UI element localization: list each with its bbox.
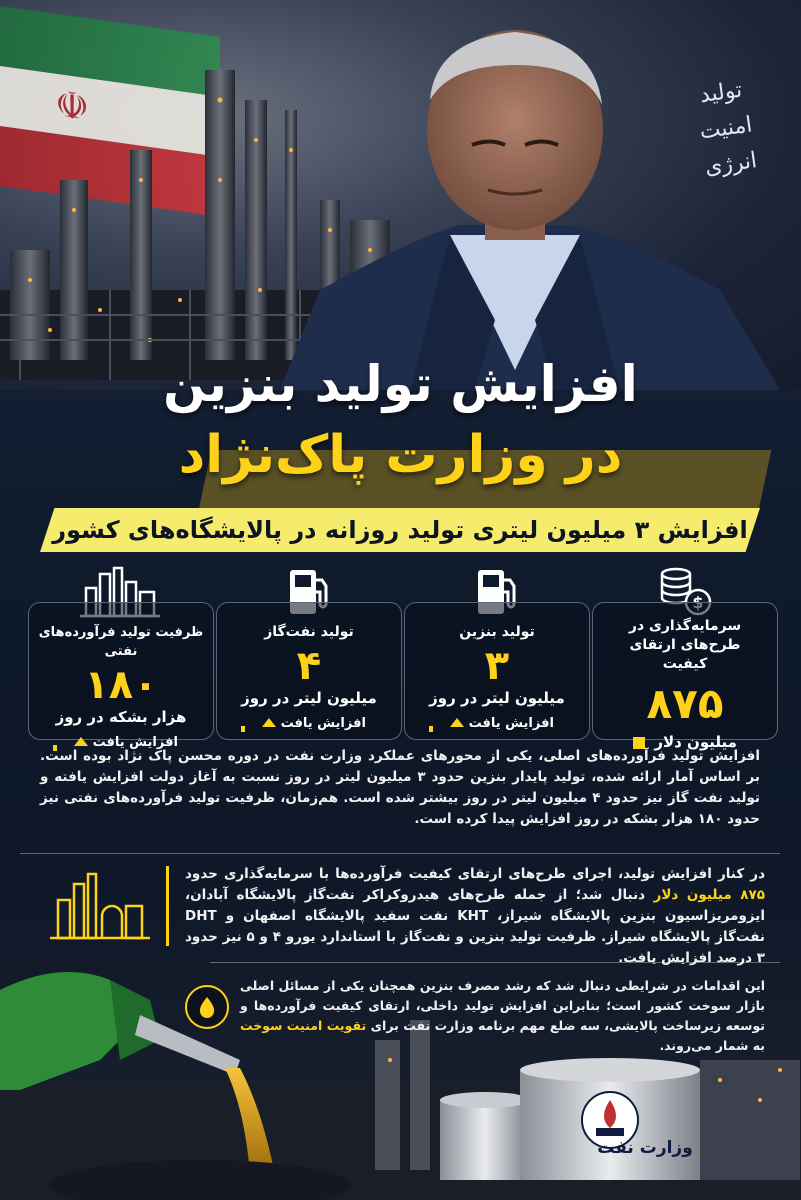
slogan-line: انرژی	[703, 148, 759, 181]
slogan-line: امنیت	[698, 112, 754, 145]
hero-image	[0, 0, 801, 390]
increase-text: افزایش یافت	[92, 735, 178, 750]
card-value: ۱۸۰	[84, 662, 158, 708]
card-label: تولید نفت‌گاز	[264, 624, 354, 640]
paragraph-quality	[185, 864, 765, 969]
card-unit: میلیون لیتر در روز	[429, 689, 565, 707]
stat-card-diesel	[216, 602, 402, 740]
paragraph-production: افزایش تولید فرآورده‌های اصلی، یکی از محورهای عملکرد وزارت نفت در دوره محسن پاک نژاد بوده است. بر اساس آمار ارائه شده، تولید پایدار بنزین حدود ۳ میلیون لیتر در روز نسبت به آغاز دولت افزایش یافته و تولید نفت گاز نیز حدود ۴ میلیون لیتر در روز بیشتر شده است. هم‌زمان، ظرفیت تولید فرآورده‌های نفتی نیز حدود ۱۸۰ هزار بشکه در روز افزایش پیدا کرده است.	[40, 748, 760, 827]
card-label: سرمایه‌گذاری در طرح‌های ارتقای کیفیت	[628, 618, 742, 672]
paragraph-text: این اقدامات در شرایطی دنبال شد که رشد مصرف بنزین همچنان یکی از مسائل اصلی بازار سوخت کشور است؛ بنابراین افزایش تولید داخلی، ارتقای کیفیت فرآورده‌ها و توسعه زیرساخت پالایشی، سه ضلع مهم برنامه وزارت نفت برای	[240, 978, 766, 1033]
up-arrow-icon	[252, 716, 276, 731]
accent-line	[166, 866, 169, 946]
paragraph-fuel-security	[240, 976, 765, 1056]
card-unit: میلیون لیتر در روز	[241, 689, 377, 707]
card-value: ۳	[484, 643, 510, 689]
card-label: ظرفیت تولید فرآورده‌های نفتی	[38, 625, 204, 659]
slogan	[674, 69, 778, 188]
stat-card-capacity	[28, 602, 214, 750]
divider	[20, 853, 780, 854]
paragraph-text: در کنار افزایش تولید، اجرای طرح‌های ارتقای کیفیت فرآورده‌ها با سرمایه‌گذاری حدود	[185, 866, 765, 882]
subtitle: افزایش ۳ میلیون لیتری تولید روزانه در پالایشگاه‌های کشور	[52, 516, 748, 544]
card-value: ۴	[296, 643, 322, 689]
increase-text: افزایش یافت	[280, 716, 366, 731]
stat-card-gasoline	[404, 602, 590, 740]
card-value: ۸۷۵	[646, 679, 724, 728]
ministry-logo-text: وزارت نفت	[597, 1138, 693, 1158]
card-label: تولید بنزین	[459, 624, 535, 640]
stat-card-investment	[592, 602, 778, 751]
highlight-investment: ۸۷۵ میلیون دلار	[653, 887, 766, 903]
paragraph-text: به شمار می‌روند.	[659, 1038, 765, 1053]
paragraph-text: دنبال شد؛ از جمله طرح‌های هیدروکراکر نفت‌گاز پالایشگاه آبادان، ایزومریزاسیون بنزین پالایشگاه شیراز، KHT نفت سفید پالایشگاه اصفهان و DHT نفت‌گاز پالایشگاه شیراز. ظرفیت تولید بنزین و نفت‌گاز با استاندارد یورو ۴ و ۵ نیز حدود ۳ درصد افزایش یافت.	[185, 887, 765, 966]
emblem-icon: ☫	[55, 81, 90, 131]
slogan-line: تولید	[698, 77, 744, 109]
fuel-drop-icon	[185, 985, 229, 1029]
card-unit: هزار بشکه در روز	[55, 708, 187, 726]
increase-text: افزایش یافت	[468, 716, 554, 731]
card-increase	[405, 716, 589, 731]
card-unit-text: میلیون دلار	[654, 733, 737, 751]
up-arrow-icon	[440, 716, 464, 731]
headline-line1: افزایش تولید بنزین	[163, 355, 638, 413]
highlight-fuel-security: تقویت امنیت سوخت	[240, 1018, 367, 1033]
card-increase	[217, 716, 401, 731]
headline-line2: در وزارت پاک‌نژاد	[178, 425, 623, 485]
minister-portrait	[260, 20, 780, 390]
refinery-outline-icon	[50, 870, 150, 940]
